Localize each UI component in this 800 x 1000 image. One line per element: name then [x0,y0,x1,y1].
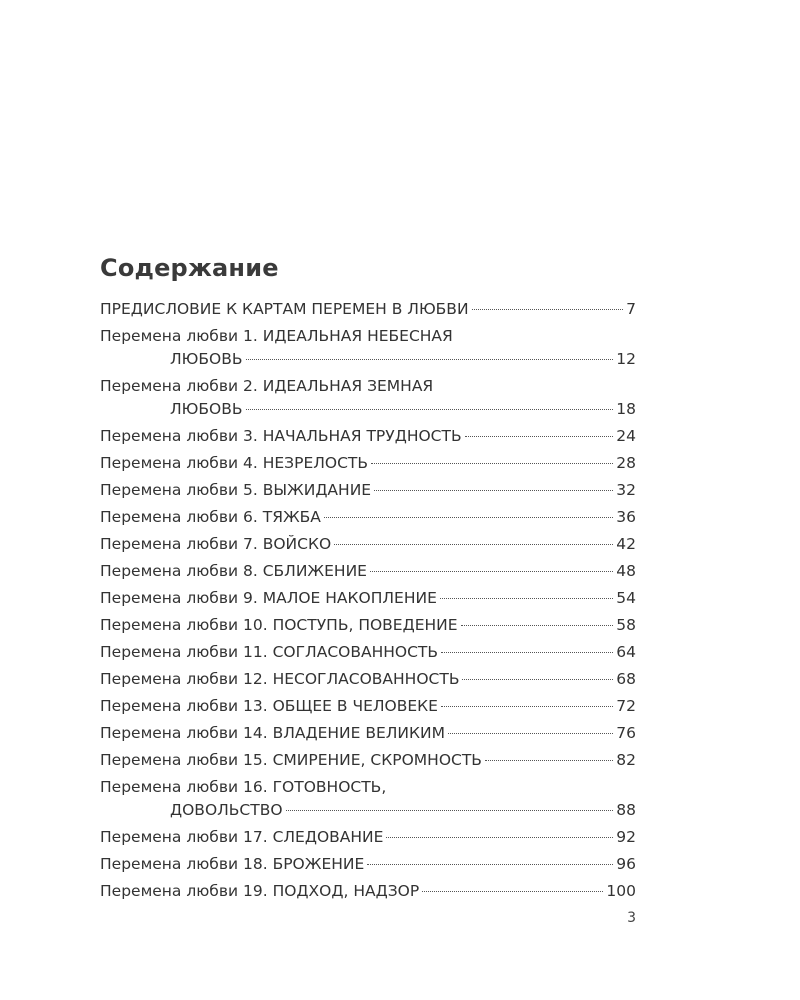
toc-entry-page: 12 [616,350,636,368]
toc-entry[interactable] [100,880,636,903]
dot-leader [324,517,613,518]
dot-leader [386,837,613,838]
dot-leader [371,463,613,464]
toc-entry-page: 68 [616,670,636,688]
table-of-contents [100,298,636,907]
toc-entry[interactable] [100,668,636,691]
toc-entry-title-continued: ЛЮБОВЬ [170,400,243,418]
toc-entry-title: Перемена любви 2. ИДЕАЛЬНАЯ ЗЕМНАЯ [100,377,434,395]
toc-entry-page: 58 [616,616,636,634]
toc-entry-title: Перемена любви 9. МАЛОЕ НАКОПЛЕНИЕ [100,589,437,607]
toc-entry-title: Перемена любви 15. СМИРЕНИЕ, СКРОМНОСТЬ [100,751,482,769]
toc-entry-title: Перемена любви 16. ГОТОВНОСТЬ, [100,778,387,796]
toc-entry-page: 32 [616,481,636,499]
page-number: 3 [627,910,636,926]
toc-entry[interactable] [100,587,636,610]
toc-entry[interactable] [100,560,636,583]
dot-leader [334,544,613,545]
toc-entry-page: 36 [616,508,636,526]
toc-entry[interactable] [100,749,636,772]
toc-entry-title-continued: ЛЮБОВЬ [170,350,243,368]
toc-entry[interactable] [100,695,636,718]
toc-entry-page: 28 [616,454,636,472]
toc-entry-title: Перемена любви 10. ПОСТУПЬ, ПОВЕДЕНИЕ [100,616,458,634]
toc-entry-page: 88 [616,801,636,819]
toc-entry-title: ПРЕДИСЛОВИЕ К КАРТАМ ПЕРЕМЕН В ЛЮБВИ [100,300,469,318]
toc-entry-page: 54 [616,589,636,607]
dot-leader [422,891,603,892]
toc-entry-page: 96 [616,855,636,873]
dot-leader [286,810,614,811]
toc-entry[interactable] [100,425,636,448]
toc-entry-title: Перемена любви 11. СОГЛАСОВАННОСТЬ [100,643,439,661]
toc-entry-page: 92 [616,828,636,846]
toc-entry-title: Перемена любви 4. НЕЗРЕЛОСТЬ [100,454,369,472]
toc-entry[interactable] [100,298,636,321]
toc-entry[interactable] [100,641,636,664]
toc-entry-page: 18 [616,400,636,418]
toc-entry-title: Перемена любви 18. БРОЖЕНИЕ [100,855,365,873]
toc-entry-title: Перемена любви 14. ВЛАДЕНИЕ ВЕЛИКИМ [100,724,445,742]
toc-entry[interactable] [100,776,636,822]
toc-entry[interactable] [100,722,636,745]
toc-entry-title: Перемена любви 8. СБЛИЖЕНИЕ [100,562,367,580]
toc-entry-title: Перемена любви 6. ТЯЖБА [100,508,321,526]
toc-entry[interactable] [100,452,636,475]
dot-leader [485,760,613,761]
toc-entry-page: 7 [626,300,636,318]
dot-leader [462,679,613,680]
dot-leader [246,359,614,360]
toc-entry-page: 42 [616,535,636,553]
toc-entry[interactable] [100,479,636,502]
dot-leader [370,571,613,572]
toc-entry[interactable] [100,853,636,876]
dot-leader [246,409,614,410]
toc-entry-title: Перемена любви 17. СЛЕДОВАНИЕ [100,828,384,846]
toc-entry[interactable] [100,325,636,371]
toc-title: Содержание [100,254,279,282]
dot-leader [374,490,613,491]
dot-leader [472,309,624,310]
toc-entry-page: 100 [606,882,636,900]
toc-entry-page: 82 [616,751,636,769]
toc-entry[interactable] [100,614,636,637]
dot-leader [441,706,613,707]
toc-entry-page: 48 [616,562,636,580]
toc-entry-page: 72 [616,697,636,715]
toc-entry[interactable] [100,533,636,556]
toc-entry-title: Перемена любви 13. ОБЩЕЕ В ЧЕЛОВЕКЕ [100,697,438,715]
toc-entry[interactable] [100,826,636,849]
dot-leader [465,436,614,437]
dot-leader [367,864,613,865]
toc-entry-page: 64 [616,643,636,661]
dot-leader [448,733,613,734]
toc-entry-title: Перемена любви 3. НАЧАЛЬНАЯ ТРУДНОСТЬ [100,427,462,445]
toc-entry-title-continued: ДОВОЛЬСТВО [170,801,283,819]
toc-entry-title: Перемена любви 1. ИДЕАЛЬНАЯ НЕБЕСНАЯ [100,327,453,345]
dot-leader [441,652,613,653]
toc-entry-page: 24 [616,427,636,445]
toc-entry-title: Перемена любви 12. НЕСОГЛАСОВАННОСТЬ [100,670,460,688]
toc-entry[interactable] [100,375,636,421]
toc-entry-title: Перемена любви 19. ПОДХОД, НАДЗОР [100,882,420,900]
dot-leader [461,625,614,626]
toc-entry-title: Перемена любви 5. ВЫЖИДАНИЕ [100,481,372,499]
toc-entry[interactable] [100,506,636,529]
toc-entry-page: 76 [616,724,636,742]
toc-entry-title: Перемена любви 7. ВОЙСКО [100,535,332,553]
dot-leader [440,598,613,599]
